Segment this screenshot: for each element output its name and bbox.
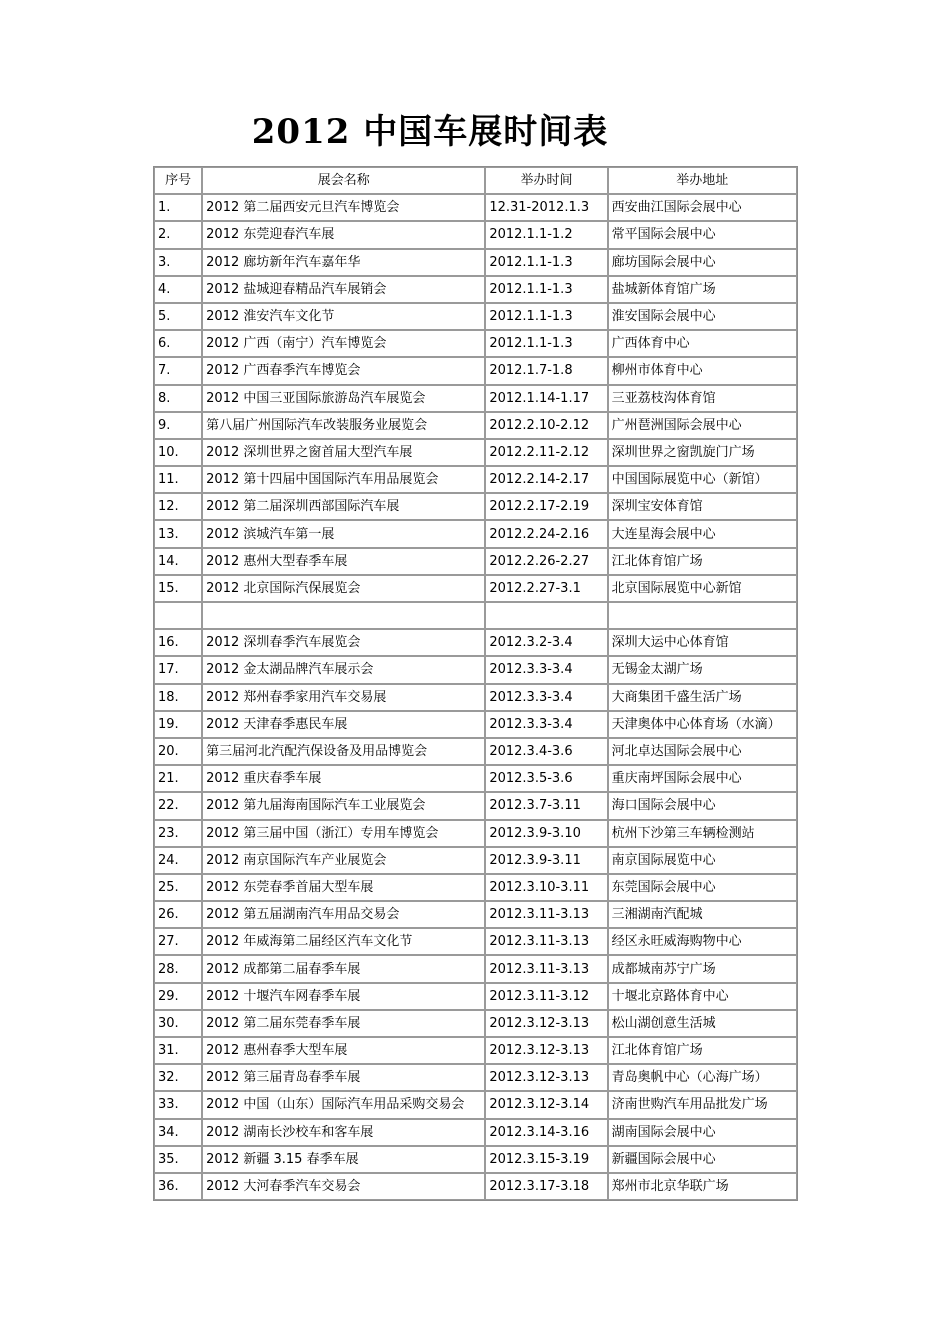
show-name: 2012 年威海第二届经区汽车文化节 (202, 928, 485, 955)
row-number: 29. (154, 983, 202, 1010)
row-number: 30. (154, 1010, 202, 1037)
show-date: 2012.3.12-3.14 (485, 1091, 607, 1118)
show-name: 2012 淮安汽车文化节 (202, 303, 485, 330)
show-name: 2012 中国（山东）国际汽车用品采购交易会 (202, 1091, 485, 1118)
table-row (154, 412, 797, 439)
row-number: 25. (154, 874, 202, 901)
row-number: 34. (154, 1119, 202, 1146)
table-row (154, 684, 797, 711)
show-date: 2012.2.24-2.16 (485, 520, 607, 547)
table-row (154, 983, 797, 1010)
show-venue: 郑州市北京华联广场 (608, 1173, 797, 1200)
header-venue: 举办地址 (608, 167, 797, 194)
table-row (154, 1119, 797, 1146)
show-date: 2012.3.12-3.13 (485, 1064, 607, 1091)
row-number: 27. (154, 928, 202, 955)
show-venue: 北京国际展览中心新馆 (608, 575, 797, 602)
show-name: 2012 第二届西安元旦汽车博览会 (202, 194, 485, 221)
table-row (154, 711, 797, 738)
show-date: 2012.3.14-3.16 (485, 1119, 607, 1146)
show-name: 2012 第五届湖南汽车用品交易会 (202, 901, 485, 928)
row-number: 32. (154, 1064, 202, 1091)
row-number: 14. (154, 548, 202, 575)
row-number (154, 602, 202, 629)
show-venue: 深圳大运中心体育馆 (608, 629, 797, 656)
row-number: 6. (154, 330, 202, 357)
row-number: 11. (154, 466, 202, 493)
show-venue: 青岛奥帆中心（心海广场） (608, 1064, 797, 1091)
show-name: 2012 第二届深圳西部国际汽车展 (202, 493, 485, 520)
row-number: 2. (154, 221, 202, 248)
show-name: 2012 盐城迎春精品汽车展销会 (202, 276, 485, 303)
show-name: 2012 广西（南宁）汽车博览会 (202, 330, 485, 357)
show-name: 2012 滨城汽车第一展 (202, 520, 485, 547)
show-name: 2012 深圳春季汽车展览会 (202, 629, 485, 656)
show-venue: 成都城南苏宁广场 (608, 955, 797, 982)
show-venue: 无锡金太湖广场 (608, 656, 797, 683)
table-row (154, 548, 797, 575)
row-number: 15. (154, 575, 202, 602)
table-row (154, 1173, 797, 1200)
table-row (154, 575, 797, 602)
show-venue: 河北卓达国际会展中心 (608, 738, 797, 765)
show-venue: 三湘湖南汽配城 (608, 901, 797, 928)
table-row (154, 955, 797, 982)
table-row (154, 928, 797, 955)
row-number: 26. (154, 901, 202, 928)
show-name: 2012 成都第二届春季车展 (202, 955, 485, 982)
show-venue: 重庆南坪国际会展中心 (608, 765, 797, 792)
row-number: 22. (154, 792, 202, 819)
row-number: 3. (154, 249, 202, 276)
show-date: 2012.3.17-3.18 (485, 1173, 607, 1200)
show-venue: 深圳世界之窗凯旋门广场 (608, 439, 797, 466)
show-name: 2012 中国三亚国际旅游岛汽车展览会 (202, 385, 485, 412)
row-number: 28. (154, 955, 202, 982)
table-row (154, 221, 797, 248)
show-venue: 经区永旺威海购物中心 (608, 928, 797, 955)
show-venue: 海口国际会展中心 (608, 792, 797, 819)
row-number: 17. (154, 656, 202, 683)
show-name: 2012 第三届青岛春季车展 (202, 1064, 485, 1091)
table-row (154, 357, 797, 384)
show-name: 2012 湖南长沙校车和客车展 (202, 1119, 485, 1146)
row-number: 7. (154, 357, 202, 384)
row-number: 31. (154, 1037, 202, 1064)
table-row (154, 466, 797, 493)
show-name: 2012 第十四届中国国际汽车用品展览会 (202, 466, 485, 493)
show-name: 第三届河北汽配汽保设备及用品博览会 (202, 738, 485, 765)
show-venue: 常平国际会展中心 (608, 221, 797, 248)
show-date: 2012.3.3-3.4 (485, 656, 607, 683)
header-number: 序号 (154, 167, 202, 194)
show-date: 2012.1.7-1.8 (485, 357, 607, 384)
show-date: 2012.3.12-3.13 (485, 1037, 607, 1064)
show-venue: 廊坊国际会展中心 (608, 249, 797, 276)
table-row (154, 656, 797, 683)
table-row (154, 249, 797, 276)
table-row (154, 1037, 797, 1064)
table-row (154, 1091, 797, 1118)
table-row (154, 520, 797, 547)
row-number: 18. (154, 684, 202, 711)
show-date: 2012.3.15-3.19 (485, 1146, 607, 1173)
table-row (154, 901, 797, 928)
table-row (154, 792, 797, 819)
show-date: 2012.3.9-3.11 (485, 847, 607, 874)
table-row (154, 303, 797, 330)
show-name: 2012 南京国际汽车产业展览会 (202, 847, 485, 874)
show-date: 2012.2.14-2.17 (485, 466, 607, 493)
show-name: 2012 第三届中国（浙江）专用车博览会 (202, 820, 485, 847)
table-row (154, 738, 797, 765)
show-venue: 松山湖创意生活城 (608, 1010, 797, 1037)
show-venue: 深圳宝安体育馆 (608, 493, 797, 520)
show-date: 2012.3.4-3.6 (485, 738, 607, 765)
show-date: 2012.3.3-3.4 (485, 711, 607, 738)
table-row (154, 330, 797, 357)
row-number: 33. (154, 1091, 202, 1118)
show-venue: 杭州下沙第三车辆检测站 (608, 820, 797, 847)
show-date: 2012.1.1-1.3 (485, 303, 607, 330)
show-name: 2012 新疆 3.15 春季车展 (202, 1146, 485, 1173)
table-body (154, 194, 797, 1200)
show-date: 2012.3.11-3.13 (485, 901, 607, 928)
table-row (154, 847, 797, 874)
show-name: 2012 十堰汽车网春季车展 (202, 983, 485, 1010)
row-number: 1. (154, 194, 202, 221)
show-date: 2012.2.27-3.1 (485, 575, 607, 602)
table-row (154, 1010, 797, 1037)
show-name: 2012 惠州大型春季车展 (202, 548, 485, 575)
table-header-row (154, 167, 797, 194)
table-row (154, 385, 797, 412)
show-venue: 柳州市体育中心 (608, 357, 797, 384)
row-number: 35. (154, 1146, 202, 1173)
show-venue: 湖南国际会展中心 (608, 1119, 797, 1146)
show-venue: 盐城新体育馆广场 (608, 276, 797, 303)
show-venue: 广西体育中心 (608, 330, 797, 357)
table-row (154, 276, 797, 303)
show-date (485, 602, 607, 629)
table-row (154, 1064, 797, 1091)
show-venue: 天津奥体中心体育场（水滴） (608, 711, 797, 738)
row-number: 12. (154, 493, 202, 520)
show-venue: 十堰北京路体育中心 (608, 983, 797, 1010)
show-venue: 济南世购汽车用品批发广场 (608, 1091, 797, 1118)
row-number: 20. (154, 738, 202, 765)
row-number: 23. (154, 820, 202, 847)
show-date: 2012.3.2-3.4 (485, 629, 607, 656)
show-name: 2012 大河春季汽车交易会 (202, 1173, 485, 1200)
show-date: 2012.1.1-1.2 (485, 221, 607, 248)
table-row (154, 439, 797, 466)
row-number: 21. (154, 765, 202, 792)
show-name: 2012 第九届海南国际汽车工业展览会 (202, 792, 485, 819)
show-date: 2012.3.7-3.11 (485, 792, 607, 819)
row-number: 5. (154, 303, 202, 330)
show-date: 2012.3.10-3.11 (485, 874, 607, 901)
show-date: 2012.2.17-2.19 (485, 493, 607, 520)
show-name: 2012 东莞迎春汽车展 (202, 221, 485, 248)
table-row (154, 874, 797, 901)
show-name: 第八届广州国际汽车改装服务业展览会 (202, 412, 485, 439)
show-name: 2012 北京国际汽保展览会 (202, 575, 485, 602)
table-row (154, 820, 797, 847)
show-date: 2012.3.11-3.13 (485, 955, 607, 982)
show-date: 2012.2.26-2.27 (485, 548, 607, 575)
show-name: 2012 深圳世界之窗首届大型汽车展 (202, 439, 485, 466)
show-venue: 淮安国际会展中心 (608, 303, 797, 330)
show-date: 2012.3.11-3.13 (485, 928, 607, 955)
row-number: 9. (154, 412, 202, 439)
auto-show-schedule-table (153, 166, 798, 1201)
table-row (154, 602, 797, 629)
row-number: 13. (154, 520, 202, 547)
row-number: 10. (154, 439, 202, 466)
show-date: 2012.2.10-2.12 (485, 412, 607, 439)
show-venue: 广州琶洲国际会展中心 (608, 412, 797, 439)
show-date: 2012.2.11-2.12 (485, 439, 607, 466)
show-venue: 三亚荔枝沟体育馆 (608, 385, 797, 412)
show-name: 2012 天津春季惠民车展 (202, 711, 485, 738)
show-venue: 南京国际展览中心 (608, 847, 797, 874)
show-date: 2012.1.14-1.17 (485, 385, 607, 412)
show-date: 12.31-2012.1.3 (485, 194, 607, 221)
show-date: 2012.1.1-1.3 (485, 330, 607, 357)
table-row (154, 1146, 797, 1173)
row-number: 8. (154, 385, 202, 412)
show-venue (608, 602, 797, 629)
show-venue: 大连星海会展中心 (608, 520, 797, 547)
show-date: 2012.1.1-1.3 (485, 249, 607, 276)
show-name: 2012 惠州春季大型车展 (202, 1037, 485, 1064)
show-name (202, 602, 485, 629)
header-date: 举办时间 (485, 167, 607, 194)
show-name: 2012 广西春季汽车博览会 (202, 357, 485, 384)
show-venue: 中国国际展览中心（新馆） (608, 466, 797, 493)
show-name: 2012 东莞春季首届大型车展 (202, 874, 485, 901)
show-date: 2012.3.11-3.12 (485, 983, 607, 1010)
table-row (154, 194, 797, 221)
page-title: 2012 中国车展时间表 (251, 112, 609, 152)
row-number: 36. (154, 1173, 202, 1200)
show-name: 2012 廊坊新年汽车嘉年华 (202, 249, 485, 276)
show-venue: 新疆国际会展中心 (608, 1146, 797, 1173)
show-date: 2012.3.9-3.10 (485, 820, 607, 847)
show-name: 2012 郑州春季家用汽车交易展 (202, 684, 485, 711)
table-row (154, 765, 797, 792)
show-name: 2012 重庆春季车展 (202, 765, 485, 792)
show-venue: 江北体育馆广场 (608, 548, 797, 575)
show-venue: 江北体育馆广场 (608, 1037, 797, 1064)
show-venue: 大商集团千盛生活广场 (608, 684, 797, 711)
row-number: 4. (154, 276, 202, 303)
show-date: 2012.3.3-3.4 (485, 684, 607, 711)
table-row (154, 629, 797, 656)
show-date: 2012.3.5-3.6 (485, 765, 607, 792)
table-row (154, 493, 797, 520)
show-venue: 东莞国际会展中心 (608, 874, 797, 901)
row-number: 16. (154, 629, 202, 656)
show-venue: 西安曲江国际会展中心 (608, 194, 797, 221)
header-show-name: 展会名称 (202, 167, 485, 194)
show-date: 2012.3.12-3.13 (485, 1010, 607, 1037)
show-date: 2012.1.1-1.3 (485, 276, 607, 303)
row-number: 19. (154, 711, 202, 738)
show-name: 2012 金太湖品牌汽车展示会 (202, 656, 485, 683)
row-number: 24. (154, 847, 202, 874)
show-name: 2012 第二届东莞春季车展 (202, 1010, 485, 1037)
